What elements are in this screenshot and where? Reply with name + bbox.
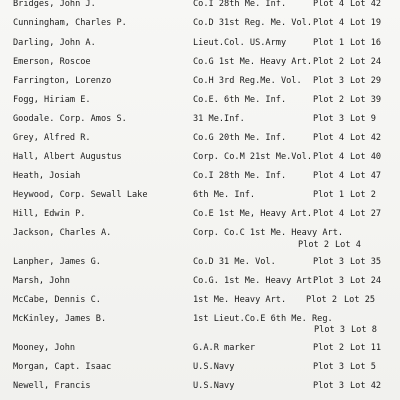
list-item bbox=[0, 170, 400, 182]
entry-name: Farrington, Lorenzo bbox=[13, 76, 112, 86]
entry-name: McKinley, James B. bbox=[13, 314, 107, 324]
entry-unit: Co.H 3rd Reg.Me. Vol. bbox=[193, 76, 302, 86]
entry-lot: Lot 25 bbox=[344, 295, 376, 305]
list-item bbox=[0, 342, 400, 354]
entry-unit: Co.G 1st Me. Heavy Art. bbox=[193, 57, 312, 67]
entry-lot: Lot 11 bbox=[350, 343, 382, 353]
list-item bbox=[0, 256, 400, 268]
entry-plot: Plot 2 bbox=[313, 343, 345, 353]
list-item bbox=[0, 94, 400, 106]
entry-lot: Lot 35 bbox=[350, 257, 382, 267]
list-item bbox=[0, 275, 400, 287]
entry-name: Morgan, Capt. Isaac bbox=[13, 362, 112, 372]
entry-unit: 1st Lieut.Co.E 6th Me. Reg. bbox=[193, 314, 333, 324]
entry-name: Heath, Josiah bbox=[13, 171, 81, 181]
list-item bbox=[0, 361, 400, 373]
entry-plot: Plot 3 bbox=[313, 362, 345, 372]
entry-unit: Co.G 20th Me. Inf. bbox=[193, 133, 287, 143]
entry-unit: 6th Me. Inf. bbox=[193, 190, 256, 200]
list-item bbox=[0, 75, 400, 87]
entry-plot: Plot 4 bbox=[313, 133, 345, 143]
entry-lot: Lot 40 bbox=[350, 152, 382, 162]
entry-lot: Lot 24 bbox=[350, 57, 382, 67]
entry-lot: Lot 8 bbox=[351, 325, 377, 335]
entry-unit: Co.D 31 Me. Vol. bbox=[193, 257, 276, 267]
entry-unit: U.S.Navy bbox=[193, 362, 235, 372]
entry-unit: Corp. Co.M 21st Me.Vol. bbox=[193, 152, 312, 162]
entry-name: Cunningham, Charles P. bbox=[13, 18, 127, 28]
entry-plot: Plot 2 bbox=[298, 240, 330, 250]
entry-lot: Lot 39 bbox=[350, 95, 382, 105]
entry-unit: Lieut.Col. US.Army bbox=[193, 38, 287, 48]
entry-plot: Plot 4 bbox=[313, 18, 345, 28]
entry-lot: Lot 42 bbox=[350, 381, 382, 391]
entry-plot: Plot 3 bbox=[313, 114, 345, 124]
entry-unit: Co.I 28th Me. Inf. bbox=[193, 0, 287, 9]
entry-lot: Lot 19 bbox=[350, 18, 382, 28]
entry-lot: Lot 42 bbox=[350, 0, 382, 9]
entry-lot: Lot 24 bbox=[350, 276, 382, 286]
entry-plot: Plot 2 bbox=[306, 295, 338, 305]
entry-lot: Lot 29 bbox=[350, 76, 382, 86]
entry-unit: Co.D 31st Reg. Me. Vol. bbox=[193, 18, 312, 28]
list-item bbox=[0, 132, 400, 144]
entry-lot: Lot 2 bbox=[350, 190, 376, 200]
entry-name: Lanpher, James G. bbox=[13, 257, 101, 267]
entry-unit: 31 Me.Inf. bbox=[193, 114, 245, 124]
entry-name: Darling, John A. bbox=[13, 38, 96, 48]
entry-plot: Plot 3 bbox=[313, 76, 345, 86]
entry-unit: Co.G. 1st Me. Heavy Art. bbox=[193, 276, 318, 286]
entry-plot: Plot 4 bbox=[313, 209, 345, 219]
entry-unit: Co.I 28th Me. Inf. bbox=[193, 171, 287, 181]
entry-lot: Lot 47 bbox=[350, 171, 382, 181]
entry-name: Hill, Edwin P. bbox=[13, 209, 86, 219]
entry-plot: Plot 3 bbox=[313, 381, 345, 391]
list-item bbox=[0, 113, 400, 125]
entry-plot: Plot 3 bbox=[314, 325, 346, 335]
entry-name: Jackson, Charles A. bbox=[13, 228, 112, 238]
list-item bbox=[0, 189, 400, 201]
list-item bbox=[0, 0, 400, 10]
entry-name: McCabe, Dennis C. bbox=[13, 295, 101, 305]
entry-plot: Plot 4 bbox=[313, 0, 345, 9]
entry-name: Fogg, Hiriam E. bbox=[13, 95, 91, 105]
entry-unit: G.A.R marker bbox=[193, 343, 256, 353]
entry-lot: Lot 27 bbox=[350, 209, 382, 219]
entry-plot: Plot 2 bbox=[313, 57, 345, 67]
list-item bbox=[0, 151, 400, 163]
entry-plot: Plot 4 bbox=[313, 171, 345, 181]
entry-plot: Plot 1 bbox=[313, 38, 345, 48]
entry-unit: Corp. Co.C 1st Me. Heavy Art. bbox=[193, 228, 344, 238]
list-item bbox=[0, 56, 400, 68]
entry-plot: Plot 3 bbox=[313, 276, 345, 286]
entry-lot: Lot 4 bbox=[335, 240, 361, 250]
entry-name: Bridges, John J. bbox=[13, 0, 96, 9]
entry-unit: Co.E 1st Me, Heavy Art. bbox=[193, 209, 312, 219]
list-item bbox=[0, 37, 400, 49]
list-item bbox=[0, 227, 400, 239]
entry-lot: Lot 16 bbox=[350, 38, 382, 48]
entry-name: Newell, Francis bbox=[13, 381, 91, 391]
entry-plot: Plot 4 bbox=[313, 152, 345, 162]
entry-name: Mooney, John bbox=[13, 343, 76, 353]
list-item bbox=[0, 380, 400, 392]
entry-lot: Lot 9 bbox=[350, 114, 376, 124]
entry-unit: Co.E. 6th Me. Inf. bbox=[193, 95, 287, 105]
entry-name: Marsh, John bbox=[13, 276, 70, 286]
entry-unit: 1st Me. Heavy Art. bbox=[193, 295, 287, 305]
entry-unit: U.S.Navy bbox=[193, 381, 235, 391]
list-item bbox=[0, 208, 400, 220]
entry-plot: Plot 3 bbox=[313, 257, 345, 267]
list-item bbox=[0, 294, 400, 306]
entry-name: Hall, Albert Augustus bbox=[13, 152, 122, 162]
entry-name: Goodale. Corp. Amos S. bbox=[13, 114, 127, 124]
entry-lot: Lot 42 bbox=[350, 133, 382, 143]
list-item bbox=[0, 17, 400, 29]
entry-name: Emerson, Roscoe bbox=[13, 57, 91, 67]
entry-lot: Lot 5 bbox=[350, 362, 376, 372]
entry-plot: Plot 2 bbox=[313, 95, 345, 105]
entry-name: Heywood, Corp. Sewall Lake bbox=[13, 190, 148, 200]
entry-plot: Plot 1 bbox=[313, 190, 345, 200]
entry-name: Grey, Alfred R. bbox=[13, 133, 91, 143]
